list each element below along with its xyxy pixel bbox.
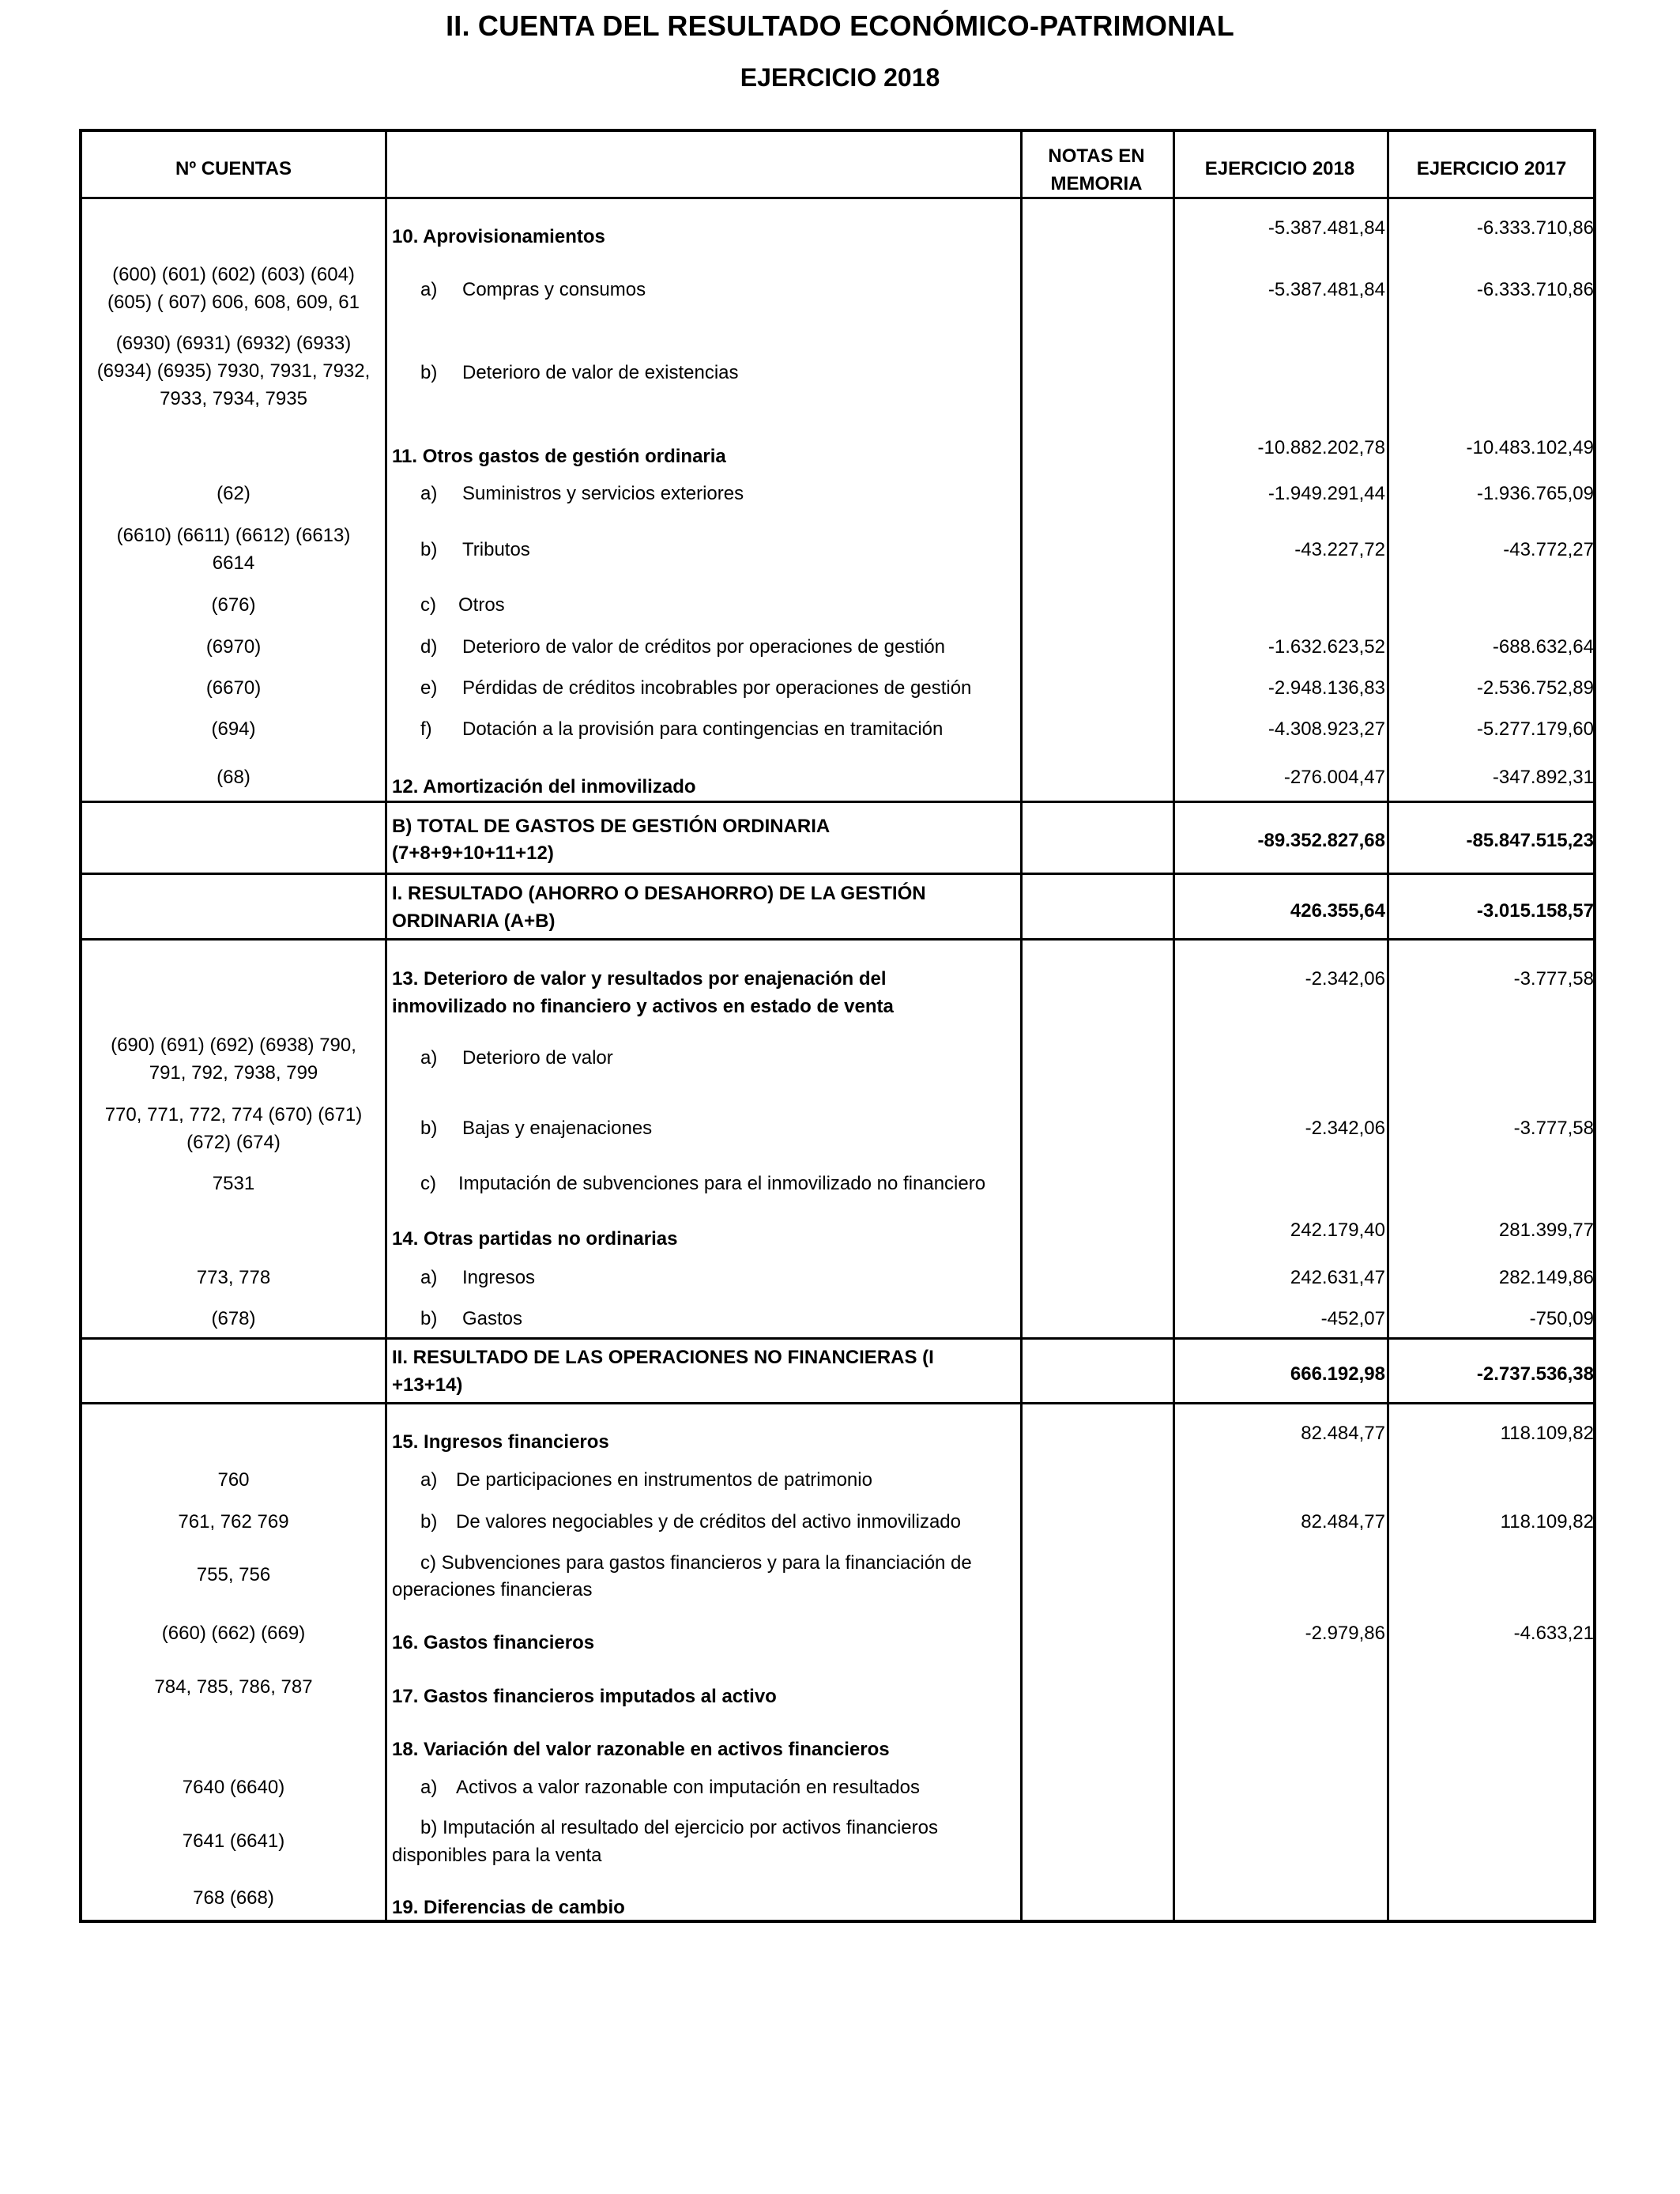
value-2018: -2.342,06 bbox=[1305, 968, 1385, 990]
item-marker: a) bbox=[420, 1267, 438, 1288]
account-codes: 7641 (6641) bbox=[182, 1830, 285, 1852]
row-label: Activos a valor razonable con imputación en resultados bbox=[456, 1777, 920, 1798]
value-2018: -2.948.136,83 bbox=[1268, 677, 1385, 699]
value-2018: -2.979,86 bbox=[1305, 1623, 1385, 1644]
header-cuentas: Nº CUENTAS bbox=[175, 158, 292, 179]
row-label: Gastos bbox=[462, 1308, 523, 1329]
value-2017: 281.399,77 bbox=[1498, 1220, 1594, 1241]
account-codes: 760 bbox=[217, 1469, 250, 1491]
total-value-2017: -85.847.515,23 bbox=[1466, 830, 1594, 851]
row-label: Pérdidas de créditos incobrables por operaciones de gestión bbox=[462, 677, 972, 699]
row-label: 14. Otras partidas no ordinarias bbox=[392, 1228, 678, 1250]
page-title: II. CUENTA DEL RESULTADO ECONÓMICO-PATRIMONIAL bbox=[446, 9, 1234, 42]
row-label: 15. Ingresos financieros bbox=[392, 1431, 609, 1453]
value-2018: -1.949.291,44 bbox=[1268, 483, 1385, 504]
account-codes: 7640 (6640) bbox=[182, 1777, 285, 1798]
value-2018: -4.308.923,27 bbox=[1268, 718, 1385, 740]
row-label: 16. Gastos financieros bbox=[392, 1632, 595, 1653]
account-codes: (68) bbox=[217, 767, 250, 788]
row-label: Ingresos bbox=[462, 1267, 536, 1288]
value-2017: 118.109,82 bbox=[1500, 1511, 1594, 1532]
account-codes: 791, 792, 7938, 799 bbox=[149, 1062, 318, 1084]
row-label: c) Subvenciones para gastos financieros y para la financiación de bbox=[420, 1552, 972, 1574]
row-divider bbox=[79, 1402, 1596, 1404]
value-2017: -4.633,21 bbox=[1513, 1623, 1594, 1644]
result-label: +13+14) bbox=[392, 1374, 463, 1396]
row-label: 12. Amortización del inmovilizado bbox=[392, 776, 696, 797]
item-marker: b) bbox=[420, 539, 438, 560]
account-codes: 773, 778 bbox=[196, 1267, 271, 1288]
item-marker: b) bbox=[420, 362, 438, 383]
account-codes: (672) (674) bbox=[186, 1132, 281, 1153]
column-divider bbox=[1020, 129, 1023, 1923]
total-value-2018: -89.352.827,68 bbox=[1257, 830, 1385, 851]
account-codes: (6934) (6935) 7930, 7931, 7932, bbox=[96, 360, 371, 382]
row-label: Compras y consumos bbox=[462, 279, 646, 300]
value-2017: -1.936.765,09 bbox=[1476, 483, 1594, 504]
value-2018: -452,07 bbox=[1320, 1308, 1385, 1329]
account-codes: (600) (601) (602) (603) (604) bbox=[112, 264, 355, 285]
row-label: 19. Diferencias de cambio bbox=[392, 1897, 625, 1918]
result-value-2017: -2.737.536,38 bbox=[1476, 1363, 1594, 1385]
item-marker: b) bbox=[420, 1118, 438, 1139]
row-label: Otros bbox=[458, 594, 505, 616]
value-2018: 82.484,77 bbox=[1301, 1511, 1385, 1532]
value-2018: -1.632.623,52 bbox=[1268, 636, 1385, 658]
account-codes: (62) bbox=[217, 483, 250, 504]
item-marker: a) bbox=[420, 1777, 438, 1798]
account-codes: 770, 771, 772, 774 (670) (671) bbox=[104, 1104, 363, 1125]
account-codes: (6970) bbox=[205, 636, 262, 658]
row-label: Deterioro de valor de créditos por operaciones de gestión bbox=[462, 636, 946, 658]
value-2017: -10.483.102,49 bbox=[1466, 437, 1594, 458]
row-divider bbox=[79, 873, 1596, 875]
value-2017: -43.772,27 bbox=[1503, 539, 1594, 560]
column-divider bbox=[385, 129, 387, 1923]
header-ejercicio-2017: EJERCICIO 2017 bbox=[1416, 158, 1567, 179]
row-label: 18. Variación del valor razonable en activos financieros bbox=[392, 1739, 890, 1760]
row-label: b) Imputación al resultado del ejercicio por activos financieros bbox=[420, 1817, 938, 1838]
account-codes: (676) bbox=[211, 594, 256, 616]
account-codes: 755, 756 bbox=[196, 1564, 271, 1585]
item-marker: b) bbox=[420, 1511, 438, 1532]
account-codes: 6614 bbox=[212, 552, 255, 574]
account-codes: (605) ( 607) 606, 608, 609, 61 bbox=[107, 292, 360, 313]
result-value-2018: 666.192,98 bbox=[1290, 1363, 1385, 1385]
row-label: Bajas y enajenaciones bbox=[462, 1118, 653, 1139]
row-label: 13. Deterioro de valor y resultados por enajenación del bbox=[392, 968, 887, 990]
row-label: Deterioro de valor bbox=[462, 1047, 613, 1069]
value-2017: -2.536.752,89 bbox=[1476, 677, 1594, 699]
result-value-2017: -3.015.158,57 bbox=[1476, 900, 1594, 922]
value-2018: -5.387.481,84 bbox=[1268, 279, 1385, 300]
row-label: disponibles para la venta bbox=[392, 1845, 602, 1866]
result-label: ORDINARIA (A+B) bbox=[392, 910, 556, 932]
item-marker: a) bbox=[420, 279, 438, 300]
row-divider bbox=[79, 938, 1596, 941]
value-2017: 282.149,86 bbox=[1498, 1267, 1594, 1288]
row-label: Tributos bbox=[462, 539, 530, 560]
value-2017: -6.333.710,86 bbox=[1476, 217, 1594, 239]
item-marker: c) bbox=[420, 1173, 436, 1194]
value-2018: -43.227,72 bbox=[1294, 539, 1385, 560]
row-divider bbox=[79, 197, 1596, 199]
row-label: 11. Otros gastos de gestión ordinaria bbox=[392, 446, 726, 467]
value-2018: 242.631,47 bbox=[1290, 1267, 1385, 1288]
value-2018: 242.179,40 bbox=[1290, 1220, 1385, 1241]
total-label: B) TOTAL DE GASTOS DE GESTIÓN ORDINARIA bbox=[392, 816, 831, 837]
value-2018: -5.387.481,84 bbox=[1268, 217, 1385, 239]
value-2017: -3.777,58 bbox=[1513, 968, 1594, 990]
row-divider bbox=[79, 801, 1596, 803]
account-codes: (660) (662) (669) bbox=[161, 1623, 306, 1644]
row-label: Deterioro de valor de existencias bbox=[462, 362, 739, 383]
value-2018: -2.342,06 bbox=[1305, 1118, 1385, 1139]
value-2017: -750,09 bbox=[1529, 1308, 1594, 1329]
account-codes: (678) bbox=[211, 1308, 256, 1329]
result-label: II. RESULTADO DE LAS OPERACIONES NO FINANCIERAS (I bbox=[392, 1347, 934, 1368]
value-2017: -347.892,31 bbox=[1492, 767, 1594, 788]
row-label: 10. Aprovisionamientos bbox=[392, 226, 605, 247]
row-label: De valores negociables y de créditos del activo inmovilizado bbox=[456, 1511, 961, 1532]
account-codes: (6610) (6611) (6612) (6613) bbox=[116, 525, 351, 546]
item-marker: a) bbox=[420, 1047, 438, 1069]
value-2018: 82.484,77 bbox=[1301, 1423, 1385, 1444]
account-codes: (6930) (6931) (6932) (6933) bbox=[115, 333, 352, 354]
header-notas-line1: NOTAS EN bbox=[1048, 145, 1145, 167]
row-label: Imputación de subvenciones para el inmovilizado no financiero bbox=[458, 1173, 986, 1194]
value-2017: -6.333.710,86 bbox=[1476, 279, 1594, 300]
row-label: operaciones financieras bbox=[392, 1579, 593, 1600]
item-marker: d) bbox=[420, 636, 438, 658]
column-divider bbox=[1173, 129, 1175, 1923]
value-2017: -3.777,58 bbox=[1513, 1118, 1594, 1139]
result-label: I. RESULTADO (AHORRO O DESAHORRO) DE LA GESTIÓN bbox=[392, 883, 926, 904]
account-codes: 784, 785, 786, 787 bbox=[154, 1676, 313, 1698]
result-value-2018: 426.355,64 bbox=[1290, 900, 1385, 922]
account-codes: (6670) bbox=[205, 677, 262, 699]
account-codes: 7531 bbox=[212, 1173, 255, 1194]
item-marker: e) bbox=[420, 677, 438, 699]
row-label: Dotación a la provisión para contingencias en tramitación bbox=[462, 718, 944, 740]
row-label: Suministros y servicios exteriores bbox=[462, 483, 744, 504]
account-codes: 768 (668) bbox=[193, 1887, 274, 1909]
account-codes: (694) bbox=[211, 718, 256, 740]
item-marker: b) bbox=[420, 1308, 438, 1329]
item-marker: c) bbox=[420, 594, 436, 616]
total-label: (7+8+9+10+11+12) bbox=[392, 843, 554, 864]
value-2017: 118.109,82 bbox=[1500, 1423, 1594, 1444]
column-divider bbox=[1387, 129, 1389, 1923]
value-2018: -276.004,47 bbox=[1283, 767, 1385, 788]
row-label: 17. Gastos financieros imputados al activo bbox=[392, 1686, 777, 1707]
item-marker: a) bbox=[420, 1469, 438, 1491]
account-codes: 7933, 7934, 7935 bbox=[160, 388, 307, 409]
page-subtitle: EJERCICIO 2018 bbox=[740, 63, 940, 92]
value-2017: -688.632,64 bbox=[1492, 636, 1594, 658]
value-2018: -10.882.202,78 bbox=[1257, 437, 1385, 458]
value-2017: -5.277.179,60 bbox=[1476, 718, 1594, 740]
row-divider bbox=[79, 1337, 1596, 1340]
account-codes: 761, 762 769 bbox=[178, 1511, 289, 1532]
header-ejercicio-2018: EJERCICIO 2018 bbox=[1204, 158, 1355, 179]
account-codes: (690) (691) (692) (6938) 790, bbox=[111, 1035, 356, 1056]
item-marker: f) bbox=[420, 718, 432, 740]
header-notas-line2: MEMORIA bbox=[1050, 173, 1143, 194]
row-label: De participaciones en instrumentos de patrimonio bbox=[456, 1469, 872, 1491]
row-label: inmovilizado no financiero y activos en estado de venta bbox=[392, 996, 894, 1017]
item-marker: a) bbox=[420, 483, 438, 504]
